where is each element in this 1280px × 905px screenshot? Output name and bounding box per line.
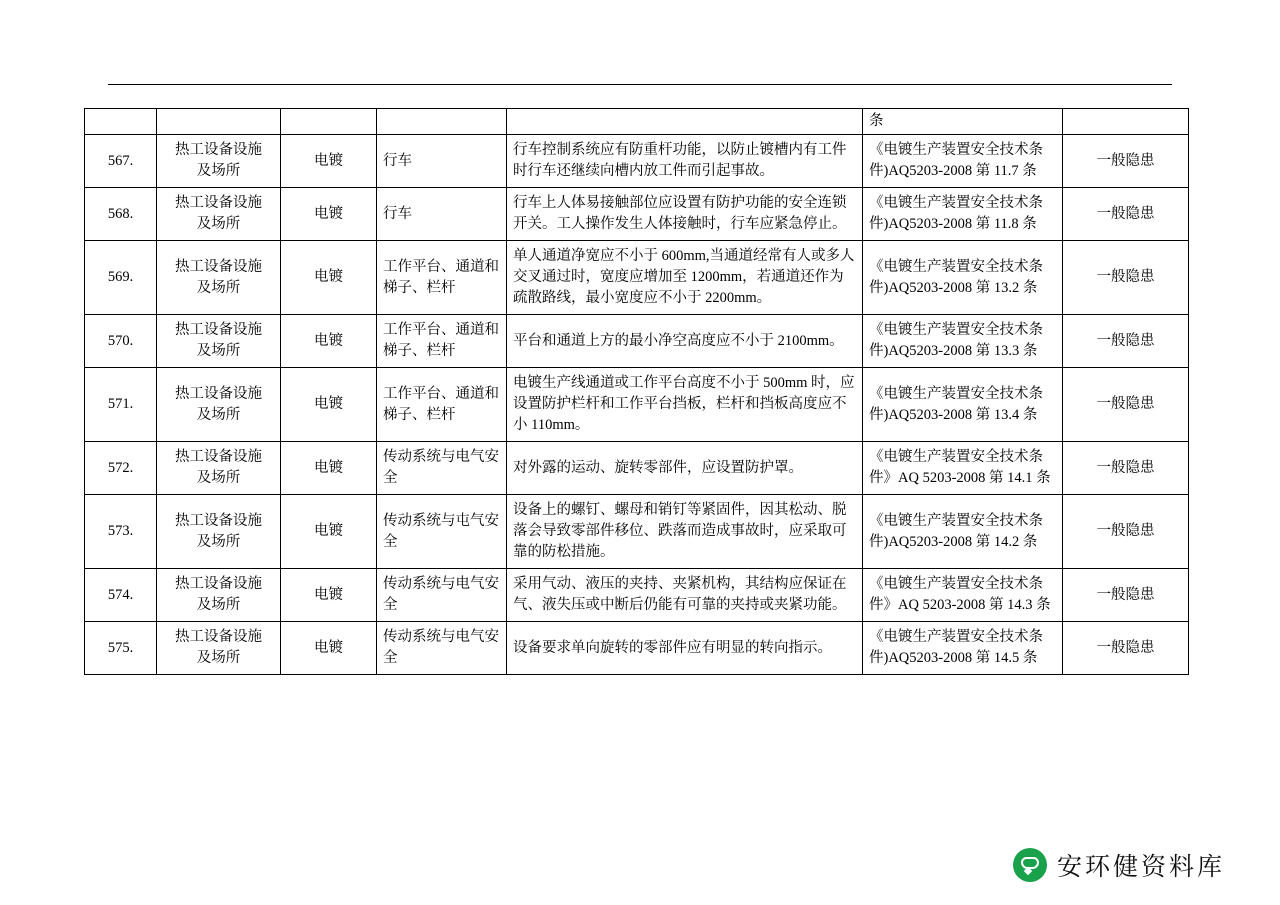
hazard-checklist-table: [84, 108, 1189, 675]
cell-part: 工作平台、通道和梯子、栏杆: [377, 368, 507, 442]
category-line-2: 及场所: [196, 279, 241, 296]
cell-part: 工作平台、通道和梯子、栏杆: [377, 315, 507, 368]
cell-part: 工作平台、通道和梯子、栏杆: [377, 241, 507, 315]
cell-description: [507, 109, 863, 135]
table-row: [85, 368, 1189, 442]
cell-category: [157, 495, 281, 569]
leaf-circle-icon: [1013, 848, 1047, 882]
cell-part: 传动系统与电气安全: [377, 622, 507, 675]
cell-level: 一般隐患: [1063, 241, 1189, 315]
cell-process: [281, 109, 377, 135]
cell-number: 570.: [85, 315, 157, 368]
category-line-2: 及场所: [196, 216, 241, 233]
cell-category: [157, 188, 281, 241]
cell-process: 电镀: [281, 442, 377, 495]
cell-level: 一般隐患: [1063, 315, 1189, 368]
cell-number: 567.: [85, 135, 157, 188]
header-rule: [108, 84, 1172, 85]
category-line-1: 热工设备设施: [175, 322, 262, 339]
cell-number: 569.: [85, 241, 157, 315]
table-row: [85, 315, 1189, 368]
cell-description: 平台和通道上方的最小净空高度应不小于 2100mm。: [507, 315, 863, 368]
cell-level: 一般隐患: [1063, 368, 1189, 442]
category-line-2: 及场所: [196, 343, 241, 360]
cell-part: 传动系统与屯气安全: [377, 495, 507, 569]
cell-number: 571.: [85, 368, 157, 442]
cell-number: 574.: [85, 569, 157, 622]
cell-process: 电镀: [281, 569, 377, 622]
cell-number: 572.: [85, 442, 157, 495]
category-line-2: 及场所: [196, 597, 241, 614]
cell-number: 573.: [85, 495, 157, 569]
cell-number: 568.: [85, 188, 157, 241]
cell-number: [85, 109, 157, 135]
cell-category: [157, 569, 281, 622]
cell-process: 电镀: [281, 135, 377, 188]
cell-process: 电镀: [281, 241, 377, 315]
cell-level: 一般隐患: [1063, 569, 1189, 622]
category-line-1: 热工设备设施: [175, 449, 262, 466]
category-line-1: 热工设备设施: [175, 629, 262, 646]
cell-part: [377, 109, 507, 135]
cell-process: 电镀: [281, 368, 377, 442]
table-row: [85, 241, 1189, 315]
category-line-1: 热工设备设施: [175, 576, 262, 593]
cell-description: 对外露的运动、旋转零部件，应设置防护罩。: [507, 442, 863, 495]
category-line-2: 及场所: [196, 650, 241, 667]
cell-process: 电镀: [281, 188, 377, 241]
category-line-2: 及场所: [196, 163, 241, 180]
cell-category: [157, 135, 281, 188]
cell-description: 行车上人体易接触部位应设置有防护功能的安全连锁开关。工人操作发生人体接触时，行车应紧急停止。: [507, 188, 863, 241]
table-row-partial: [85, 109, 1189, 135]
cell-description: 采用气动、液压的夹持、夹紧机构，其结构应保证在气、液失压或中断后仍能有可靠的夹持或夹紧功能。: [507, 569, 863, 622]
cell-reference: 《电镀生产装置安全技术条件》AQ 5203-2008 第 14.3 条: [863, 569, 1063, 622]
cell-category: [157, 109, 281, 135]
cell-description: 设备要求单向旋转的零部件应有明显的转向指示。: [507, 622, 863, 675]
cell-level: 一般隐患: [1063, 442, 1189, 495]
table-row: [85, 442, 1189, 495]
cell-description: 单人通道净宽应不小于 600mm,当通道经常有人或多人交叉通过时，宽度应增加至 1200mm，若通道还作为疏散路线，最小宽度应不小于 2200mm。: [507, 241, 863, 315]
cell-part: 行车: [377, 135, 507, 188]
cell-part: 行车: [377, 188, 507, 241]
table-row: [85, 188, 1189, 241]
table-row: [85, 622, 1189, 675]
table-body: [85, 109, 1189, 675]
cell-reference: 《电镀生产装置安全技术条件)AQ5203-2008 第 11.7 条: [863, 135, 1063, 188]
cell-part: 传动系统与电气安全: [377, 442, 507, 495]
cell-reference: 条: [863, 109, 1063, 135]
category-line-1: 热工设备设施: [175, 142, 262, 159]
cell-process: 电镀: [281, 495, 377, 569]
table-row: [85, 495, 1189, 569]
category-line-1: 热工设备设施: [175, 512, 262, 529]
brand-text: 安环健资料库: [1056, 854, 1225, 881]
cell-process: 电镀: [281, 622, 377, 675]
cell-level: 一般隐患: [1063, 188, 1189, 241]
cell-reference: 《电镀生产装置安全技术条件)AQ5203-2008 第 11.8 条: [863, 188, 1063, 241]
cell-reference: 《电镀生产装置安全技术条件)AQ5203-2008 第 13.3 条: [863, 315, 1063, 368]
cell-category: [157, 241, 281, 315]
cell-description: 设备上的螺钉、螺母和销钉等紧固件，因其松动、脱落会导致零部件移位、跌落而造成事故时，应采取可靠的防松措施。: [507, 495, 863, 569]
cell-category: [157, 442, 281, 495]
cell-reference: 《电镀生产装置安全技术条件》AQ 5203-2008 第 14.1 条: [863, 442, 1063, 495]
cell-reference: 《电镀生产装置安全技术条件)AQ5203-2008 第 13.4 条: [863, 368, 1063, 442]
category-line-2: 及场所: [196, 470, 241, 487]
category-line-1: 热工设备设施: [175, 195, 262, 212]
cell-reference: 《电镀生产装置安全技术条件)AQ5203-2008 第 14.2 条: [863, 495, 1063, 569]
category-line-1: 热工设备设施: [175, 385, 262, 402]
cell-category: [157, 368, 281, 442]
cell-description: 行车控制系统应有防重杆功能，以防止镀槽内有工件时行车还继续向槽内放工件而引起事故。: [507, 135, 863, 188]
cell-description: 电镀生产线通道或工作平台高度不小于 500mm 时，应设置防护栏杆和工作平台挡板，栏杆和挡板高度应不小 110mm。: [507, 368, 863, 442]
brand-watermark: [1013, 847, 1225, 883]
cell-level: 一般隐患: [1063, 622, 1189, 675]
category-line-2: 及场所: [196, 406, 241, 423]
table-row: [85, 569, 1189, 622]
cell-reference: 《电镀生产装置安全技术条件)AQ5203-2008 第 13.2 条: [863, 241, 1063, 315]
cell-level: [1063, 109, 1189, 135]
cell-part: 传动系统与电气安全: [377, 569, 507, 622]
hazard-checklist-table-wrapper: [84, 108, 1188, 675]
cell-reference: 《电镀生产装置安全技术条件)AQ5203-2008 第 14.5 条: [863, 622, 1063, 675]
table-row: [85, 135, 1189, 188]
category-line-2: 及场所: [196, 533, 241, 550]
cell-category: [157, 622, 281, 675]
cell-category: [157, 315, 281, 368]
cell-process: 电镀: [281, 315, 377, 368]
cell-level: 一般隐患: [1063, 135, 1189, 188]
cell-level: 一般隐患: [1063, 495, 1189, 569]
cell-number: 575.: [85, 622, 157, 675]
category-line-1: 热工设备设施: [175, 258, 262, 275]
